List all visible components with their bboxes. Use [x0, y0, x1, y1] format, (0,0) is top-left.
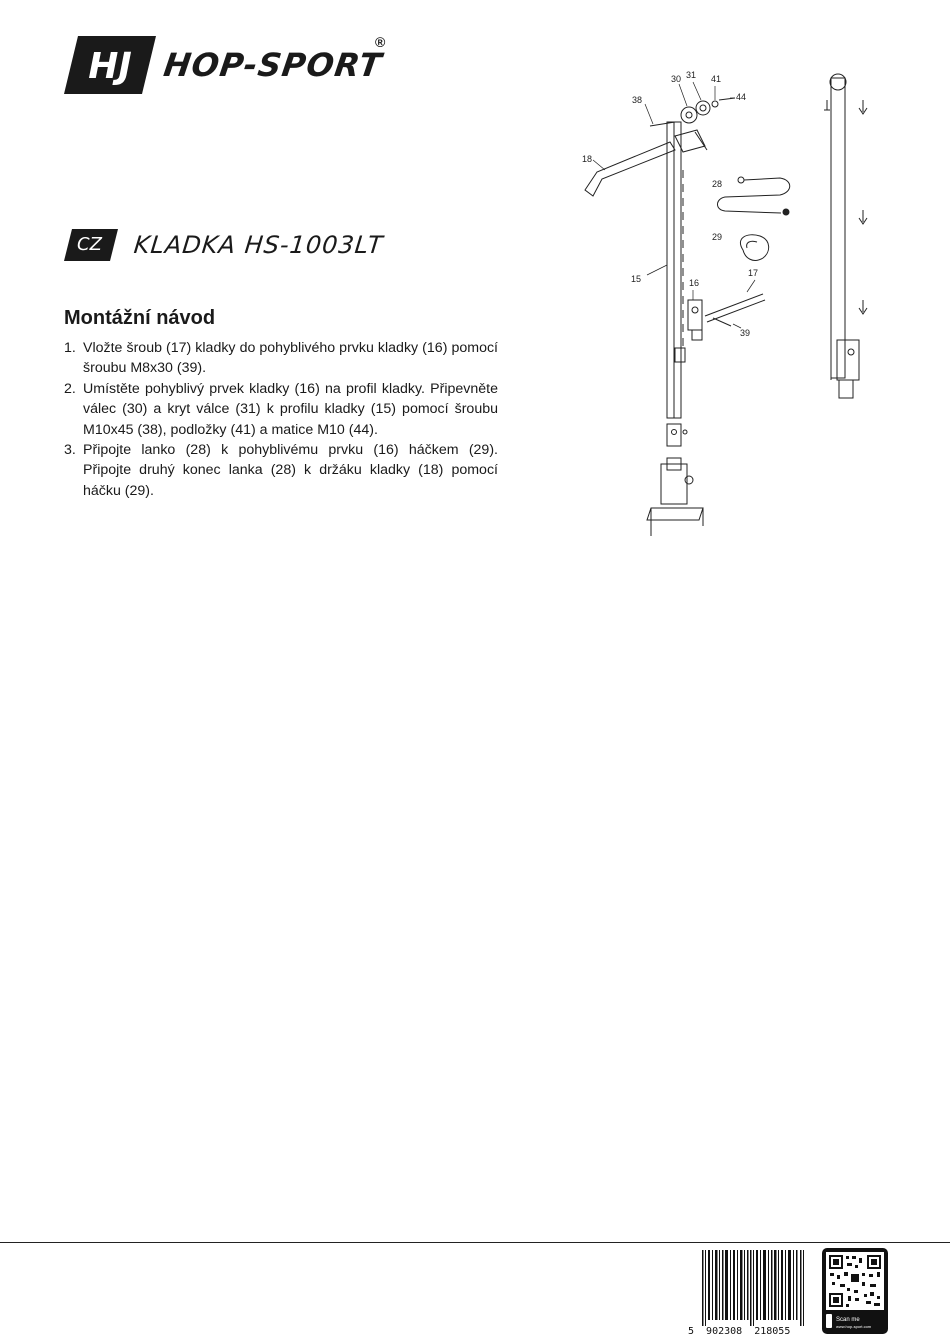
label-30: 30	[671, 74, 682, 84]
step-text: Vložte šroub (17) kladky do pohyblivého prvku kladky (16) pomocí šroubu M8x30 (39).	[83, 340, 498, 377]
instruction-list	[64, 338, 498, 501]
hj-badge-icon	[64, 36, 156, 94]
cable-part	[718, 177, 790, 215]
label-29: 29	[712, 232, 723, 242]
section-heading: Montážní návod	[64, 307, 216, 329]
label-31: 31	[686, 70, 697, 80]
label-16: 16	[689, 278, 700, 288]
label-44: 44	[736, 92, 747, 102]
step-text: Umístěte pohyblivý prvek kladky (16) na profil kladky. Připevněte válec (30) a kryt válce (31) k profilu kladky (15) pomocí šroubu M10x45 (38), podložky (41) a matice M10 (44).	[83, 380, 498, 438]
footer-divider	[0, 1242, 950, 1243]
instruction-step	[64, 338, 498, 379]
svg-text:HJ: HJ	[88, 46, 132, 87]
label-17: 17	[748, 268, 759, 278]
registered-mark: ®	[375, 34, 386, 50]
model-title: KLADKA HS-1003LT	[132, 231, 385, 259]
side-view	[824, 74, 867, 398]
label-38: 38	[632, 95, 643, 105]
moving-element	[688, 294, 765, 340]
barcode-digits: 5 902308 218055	[688, 1326, 791, 1336]
crossbar-part	[585, 130, 707, 196]
qr-caption: Scan me	[836, 1317, 860, 1323]
step-number: 3.	[64, 442, 76, 459]
barcode	[686, 1248, 818, 1336]
brand-name: HOP-SPORT	[161, 46, 385, 84]
assembly-diagram	[575, 60, 875, 545]
label-18: 18	[582, 154, 593, 164]
pulley-hardware	[650, 98, 735, 126]
instruction-step	[64, 379, 498, 440]
step-text: Připojte lanko (28) k pohyblivému prvku (16) háčkem (29). Připojte druhý konec lanka (28) k držáku kladky (18) pomocí háčku (29).	[83, 442, 498, 499]
qr-url: www.hop-sport.com	[836, 1324, 872, 1329]
label-41: 41	[711, 74, 722, 84]
hook-part	[740, 235, 768, 261]
main-profile	[647, 122, 703, 536]
step-number: 2.	[64, 380, 76, 397]
instruction-step	[64, 440, 498, 501]
brand-logo	[64, 34, 394, 96]
qr-code	[822, 1248, 888, 1334]
label-28: 28	[712, 179, 723, 189]
label-15: 15	[631, 274, 642, 284]
label-39: 39	[740, 328, 751, 338]
language-badge-label: CZ	[77, 234, 102, 255]
step-number: 1.	[64, 340, 76, 356]
part-labels	[582, 70, 758, 338]
